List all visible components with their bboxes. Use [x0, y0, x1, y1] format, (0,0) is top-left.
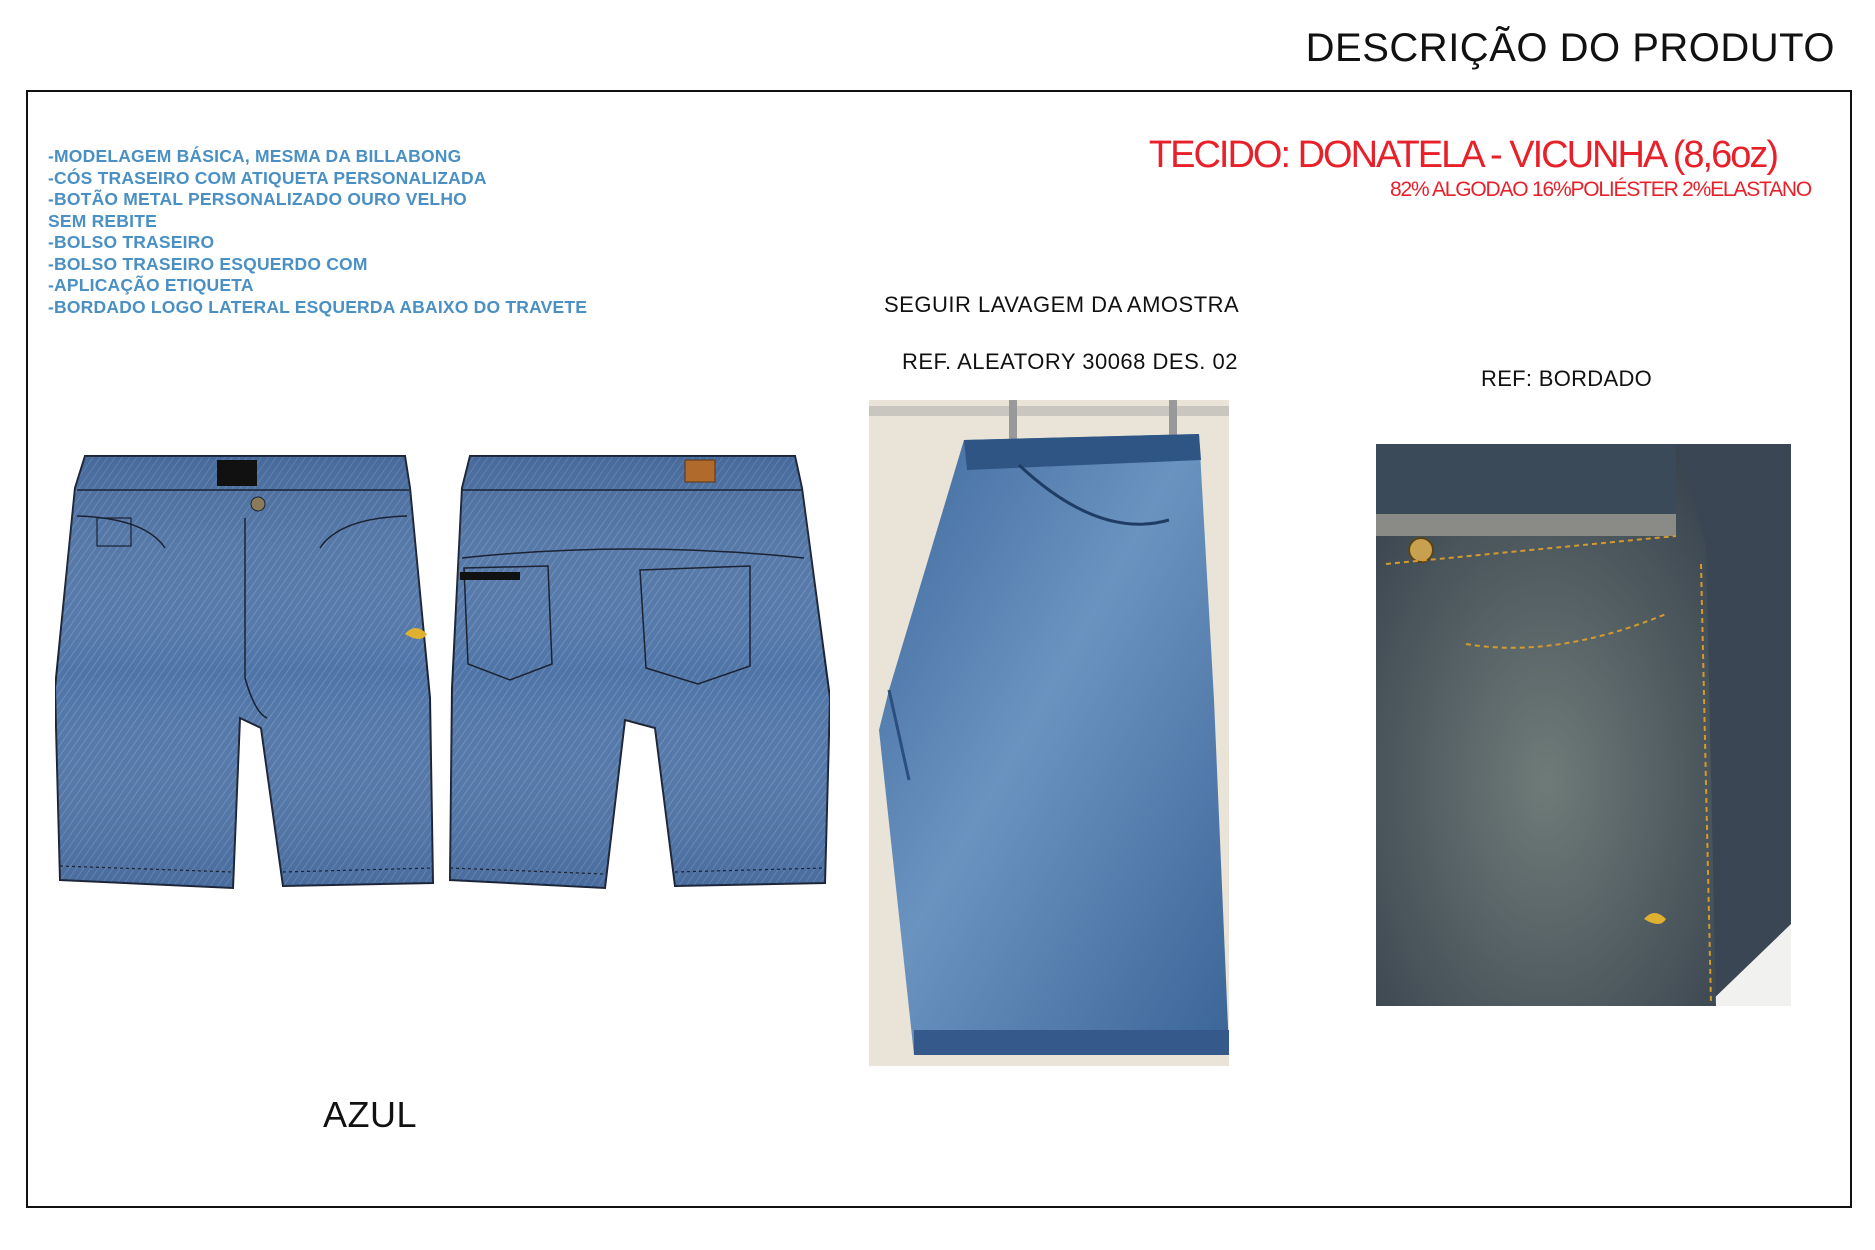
embroidery-reference: REF: BORDADO: [1481, 366, 1653, 391]
shorts-sketch: [55, 448, 830, 893]
spec-item: -APLICAÇÃO ETIQUETA: [48, 275, 254, 295]
sample-reference: REF. ALEATORY 30068 DES. 02: [902, 349, 1238, 374]
fabric-title: TECIDO: DONATELA - VICUNHA (8,6oz): [1148, 134, 1777, 176]
front-shorts-icon: [55, 456, 433, 888]
spec-item: SEM REBITE: [48, 210, 157, 231]
spec-item: -BOLSO TRASEIRO: [48, 232, 215, 252]
spec-item: -MODELAGEM BÁSICA, MESMA DA BILLABONG: [48, 146, 462, 166]
spec-item: -BORDADO LOGO LATERAL ESQUERDA ABAIXO DO TRAVETE: [48, 296, 588, 317]
embroidery-jeans-icon: [1376, 444, 1791, 1006]
back-shorts-icon: [450, 456, 830, 888]
fabric-composition: 82% ALGODAO 16%POLIÉSTER 2%ELASTANO: [1390, 178, 1811, 201]
color-label: AZUL: [323, 1094, 418, 1135]
spec-list: [48, 146, 587, 318]
sample-shorts-icon: [869, 400, 1229, 1066]
spec-item: -BOTÃO METAL PERSONALIZADO OURO VELHO: [48, 189, 467, 209]
page-title: DESCRIÇÃO DO PRODUTO: [1305, 26, 1835, 70]
sample-photo: [869, 400, 1229, 1066]
spec-item: -BOLSO TRASEIRO ESQUERDO COM: [48, 253, 368, 274]
wash-note: SEGUIR LAVAGEM DA AMOSTRA: [884, 292, 1240, 317]
spec-item: -CÓS TRASEIRO COM ATIQUETA PERSONALIZADA: [48, 167, 487, 188]
embroidery-photo: [1376, 444, 1791, 1006]
